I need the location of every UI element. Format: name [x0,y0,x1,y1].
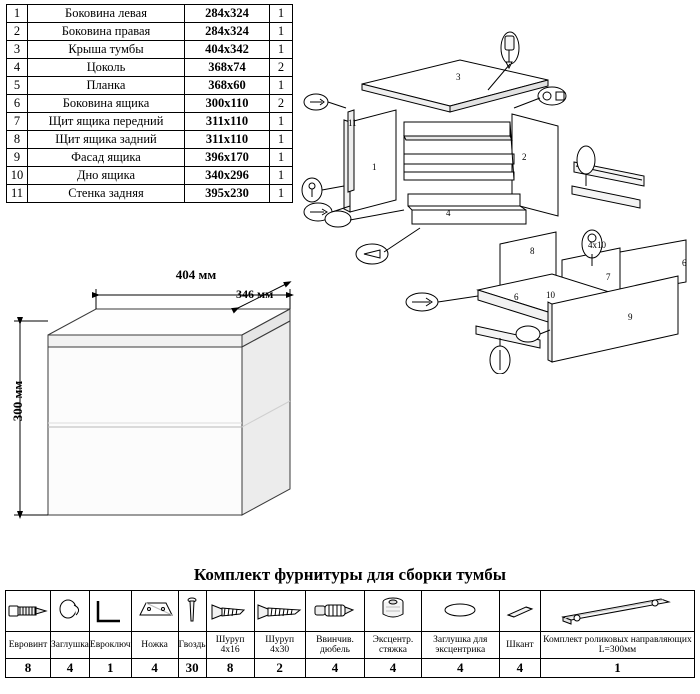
part-size: 404х342 [185,41,270,59]
table-row [7,149,293,167]
part-size: 368х74 [185,59,270,77]
hardware-label-row [6,632,695,659]
label-side-left: 1 [372,162,377,172]
hardware-qty: 8 [6,659,51,678]
table-row [7,59,293,77]
part-qty: 1 [270,185,293,203]
part-size: 396х170 [185,149,270,167]
part-qty: 1 [270,113,293,131]
cam-cover-cap-icon [422,593,499,629]
label-drawer-facade: 9 [628,312,633,322]
hardware-qty: 4 [51,659,90,678]
hardware-label: Ввинчив. дюбель [305,632,365,659]
part-qty: 1 [270,23,293,41]
table-row [7,185,293,203]
screw-4x16-icon [207,593,254,629]
part-name: Боковина правая [28,23,185,41]
hardware-cell-dowel-pin [499,591,540,632]
hardware-qty: 2 [254,659,305,678]
height-label: 300 мм [10,380,25,422]
hardware-cell-cam-cover [421,591,499,632]
label-top-panel: 3 [456,72,461,82]
part-number: 6 [7,95,28,113]
hardware-label: Шуруп 4х16 [206,632,254,659]
hardware-cell-foot [131,591,178,632]
part-qty: 1 [270,5,293,23]
part-number: 7 [7,113,28,131]
table-row [7,23,293,41]
hardware-label: Евровинт [6,632,51,659]
hardware-qty: 4 [131,659,178,678]
hardware-label: Заглушка [51,632,90,659]
hardware-label: Гвоздь [178,632,206,659]
part-size: 284х324 [185,5,270,23]
part-size: 395х230 [185,185,270,203]
part-number: 2 [7,23,28,41]
hardware-table [5,590,695,678]
part-top-panel [362,60,548,112]
hardware-cell-cam-lock [365,591,421,632]
part-name: Дно ящика [28,167,185,185]
label-drawer-back: 8 [530,246,535,256]
label-drawer-front-inner: 7 [606,272,611,282]
screw-in-dowel-icon [306,593,365,629]
label-drawer-bottom: 10 [546,290,555,300]
hardware-qty: 8 [206,659,254,678]
furniture-foot-icon [132,593,178,629]
part-number: 9 [7,149,28,167]
hardware-qty: 4 [305,659,365,678]
hardware-cell-euro-key [89,591,131,632]
hardware-qty: 1 [540,659,694,678]
table-row [7,95,293,113]
hardware-cell-euro-screw [6,591,51,632]
label-back-wall: 11 [348,118,357,128]
part-number: 1 [7,5,28,23]
hardware-label: Евроключ [89,632,131,659]
parts-table-body [7,5,293,203]
hardware-qty: 4 [365,659,421,678]
part-qty: 1 [270,149,293,167]
hardware-qty-row [6,659,695,678]
cap-plug-icon [51,593,89,629]
hardware-cell-nail [178,591,206,632]
euro-key-icon [90,593,131,629]
hardware-icon-row [6,591,695,632]
label-drawer-side-left: 6 [514,292,519,302]
screw-4x30-icon [255,593,305,629]
part-size: 300х110 [185,95,270,113]
hardware-section-title: Комплект фурнитуры для сборки тумбы [193,565,507,584]
part-name: Крыша тумбы [28,41,185,59]
part-name: Стенка задняя [28,185,185,203]
part-number: 5 [7,77,28,95]
hardware-cell-screw-4x16 [206,591,254,632]
part-name: Цоколь [28,59,185,77]
hardware-label: Эксцентр. стяжка [365,632,421,659]
depth-label: 346 мм [236,287,274,301]
hardware-label: Шкант [499,632,540,659]
part-name: Боковина левая [28,5,185,23]
hardware-cell-roller-slides [540,591,694,632]
dimension-drawing [0,267,300,555]
table-row [7,113,293,131]
hardware-cell-cap-plug [51,591,90,632]
part-qty: 2 [270,95,293,113]
hardware-qty: 30 [178,659,206,678]
table-row [7,41,293,59]
part-name: Щит ящика передний [28,113,185,131]
part-name: Фасад ящика [28,149,185,167]
nail-icon [179,593,206,629]
part-number: 10 [7,167,28,185]
euro-screw-icon [6,593,50,629]
hardware-qty: 4 [421,659,499,678]
label-drawer-side-right: 6 [682,258,687,268]
hardware-cell-screw-4x30 [254,591,305,632]
part-name: Щит ящика задний [28,131,185,149]
hardware-label: Комплект роликовых направляющих L=300мм [540,632,694,659]
part-size: 284х324 [185,23,270,41]
table-row [7,77,293,95]
width-label: 404 мм [175,267,217,282]
roller-slides-set-icon [541,593,694,629]
parts-table [6,4,293,203]
part-name: Планка [28,77,185,95]
label-side-right: 2 [522,152,527,162]
label-plinth: 4 [446,208,451,218]
part-qty: 2 [270,59,293,77]
part-qty: 1 [270,77,293,95]
hardware-cell-screw-dowel [305,591,365,632]
part-number: 3 [7,41,28,59]
cam-lock-icon [365,593,420,629]
part-size: 340х296 [185,167,270,185]
cabinet-3d-body [48,309,290,515]
part-number: 8 [7,131,28,149]
exploded-assembly-diagram [300,4,698,374]
part-qty: 1 [270,131,293,149]
part-number: 4 [7,59,28,77]
part-slide-right-lower [572,186,640,208]
hardware-qty: 4 [499,659,540,678]
table-row [7,131,293,149]
label-screw-note: 4х10 [588,240,606,250]
part-plinth [408,194,526,224]
part-qty: 1 [270,41,293,59]
table-row [7,167,293,185]
hardware-label: Заглушка для эксцентрика [421,632,499,659]
part-qty: 1 [270,167,293,185]
table-row [7,5,293,23]
part-size: 368х60 [185,77,270,95]
part-size: 311х110 [185,113,270,131]
dowel-pin-icon [500,593,540,629]
hardware-label: Ножка [131,632,178,659]
part-size: 311х110 [185,131,270,149]
hardware-label: Шуруп 4х30 [254,632,305,659]
part-name: Боковина ящика [28,95,185,113]
part-number: 11 [7,185,28,203]
part-inner-frame [404,122,514,180]
hardware-qty: 1 [89,659,131,678]
